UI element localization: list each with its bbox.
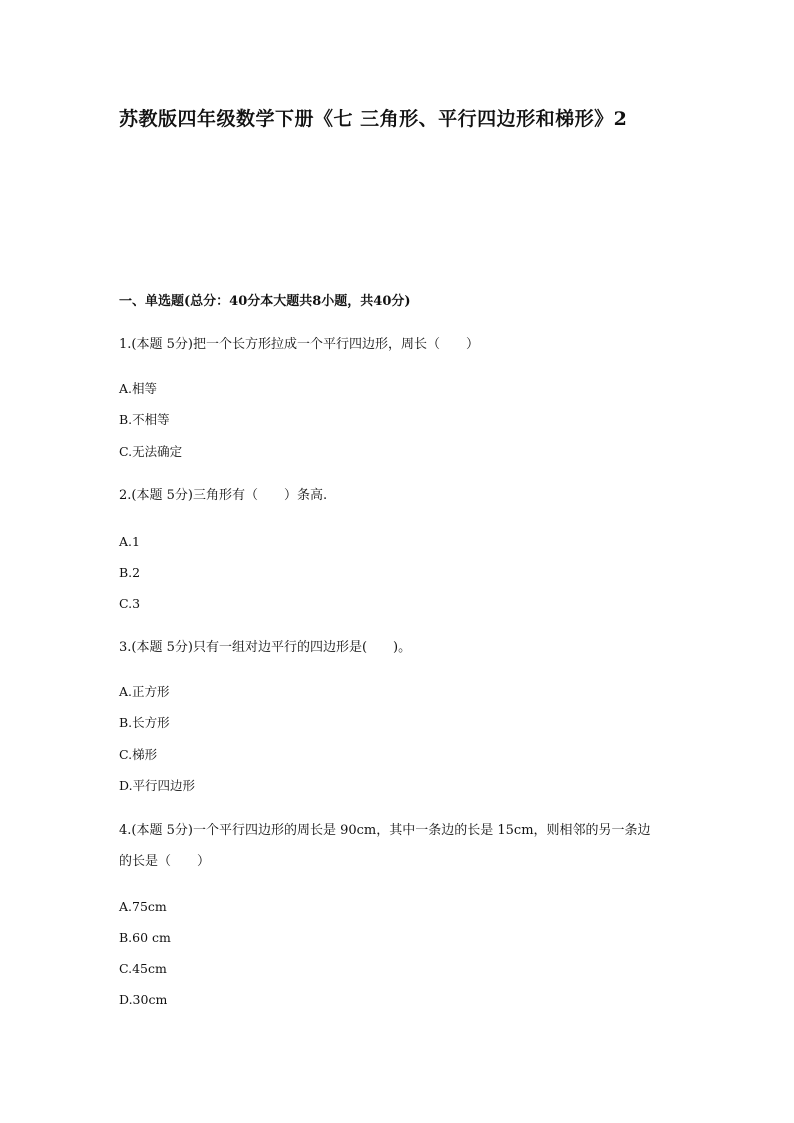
option-b: B.2 <box>119 565 141 580</box>
option-c: C.45cm <box>119 961 167 976</box>
question-stem: 1.(本题 5分)把一个长方形拉成一个平行四边形，周长（ ） <box>119 337 479 352</box>
option-a: A.正方形 <box>119 684 170 699</box>
option-d: D.平行四边形 <box>119 778 196 793</box>
document-title: 苏教版四年级数学下册《七 三角形、平行四边形和梯形》2 <box>119 108 628 130</box>
option-b: B.长方形 <box>119 715 170 730</box>
question-stem: 3.(本题 5分)只有一组对边平行的四边形是( )。 <box>119 640 412 655</box>
question-stem: 2.(本题 5分)三角形有（ ）条高. <box>119 488 328 503</box>
option-d: D.30cm <box>119 992 168 1007</box>
question-stem-line-2: 的长是（ ） <box>119 854 211 869</box>
option-a: A.1 <box>119 534 140 549</box>
question-stem-line-1: 4.(本题 5分)一个平行四边形的周长是 90cm，其中一条边的长是 15cm，则相邻的另一条边 <box>119 823 651 838</box>
option-a: A.相等 <box>119 381 158 396</box>
option-c: C.无法确定 <box>119 444 183 459</box>
option-a: A.75cm <box>119 899 167 914</box>
option-c: C.梯形 <box>119 747 158 762</box>
option-c: C.3 <box>119 596 141 611</box>
option-b: B.60 cm <box>119 930 171 945</box>
option-b: B.不相等 <box>119 412 170 427</box>
section-heading: 一、单选题(总分：40分本大题共8小题，共40分) <box>119 294 411 309</box>
